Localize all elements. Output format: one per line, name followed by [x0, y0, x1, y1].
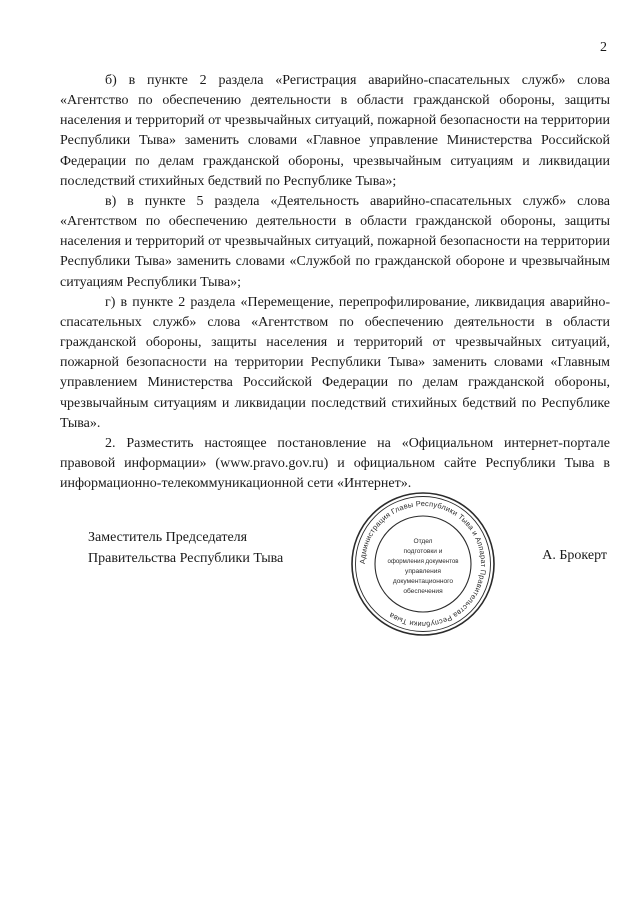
paragraph-v: в) в пункте 5 раздела «Деятельность аварийно-спасательных служб» слова «Агентством по обеспечению деятельности в области гражданской обороны, защиты населения и территорий от чрезвычайных ситуаций, пожарной безопасности на территории Республики Тыва» заменить словами «Службой по гражданской обороне и чрезвычайным ситуациям Республики Тыва»;	[60, 193, 610, 290]
official-stamp	[350, 491, 496, 637]
stamp-center-line-6: обеспечения	[403, 588, 443, 595]
signatory-position-line-2: Правительства Республики Тыва	[88, 550, 284, 566]
stamp-ring-text: Администрация Главы Республики Тыва и Аппарат Правительства Республики Тыва	[357, 498, 489, 630]
document-body	[60, 71, 610, 494]
signatory-name: А. Брокерт	[542, 548, 607, 563]
signatory-position-line-1: Заместитель Председателя	[88, 530, 248, 545]
stamp-seal-icon	[350, 491, 496, 637]
stamp-center-line-2: подготовки и	[403, 548, 443, 555]
signatory-position	[88, 528, 283, 569]
paragraph-g: г) в пункте 2 раздела «Перемещение, перепрофилирование, ликвидация аварийно-спасательных служб» слова «Агентством по обеспечению деятельности в области гражданской обороны, защиты населения и территорий от чрезвычайных ситуаций, пожарной безопасности на территории Республики Тыва» заменить словами «Главным управлением Министерства Российской Федерации по делам гражданской обороны, чрезвычайным ситуациям и ликвидации последствий стихийных бедствий по Республике Тыва».	[60, 294, 610, 431]
stamp-center-line-1: Отдел	[413, 538, 433, 545]
stamp-center-line-5: документационного	[392, 578, 454, 585]
paragraph-b: б) в пункте 2 раздела «Регистрация аварийно-спасательных служб» слова «Агентство по обеспечению деятельности в области гражданской обороны, защиты населения и территорий от чрезвычайных ситуаций, пожарной безопасности на территории Республики Тыва» заменить словами «Главное управление Министерства Российской Федерации по делам гражданской обороны, чрезвычайным ситуациям и ликвидации последствий стихийных бедствий по Республике Тыва»;	[60, 73, 610, 189]
stamp-center-line-3: оформления документов	[387, 558, 459, 565]
stamp-center-line-4: управления	[405, 568, 441, 575]
paragraph-2: 2. Разместить настоящее постановление на «Официальном интернет-портале правовой информации» (www.pravo.gov.ru) и официальном сайте Республики Тыва в информационно-телекоммуникационной сети «Интернет».	[60, 435, 610, 492]
page-number: 2	[600, 40, 607, 55]
